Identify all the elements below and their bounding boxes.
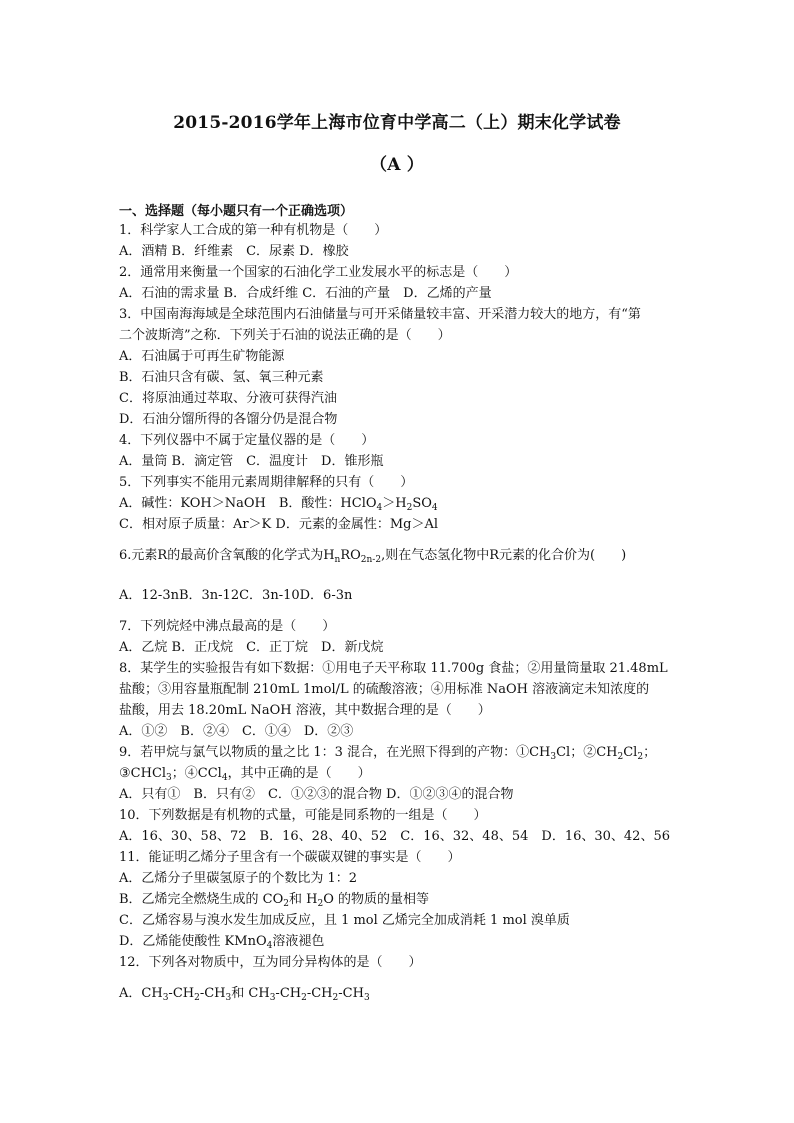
q12-s1: 3 <box>162 993 169 1003</box>
q6-sub-2n2: 2n-2 <box>360 555 382 565</box>
q11-b-text2: 和 H <box>289 892 318 907</box>
q12-s2: 2 <box>194 993 200 1003</box>
q3-stem-line1: 3．中国南海海域是全球范围内石油储量与可开采储量较丰富、开采潜力较大的地方，有“第 <box>119 307 641 322</box>
q9-text4: ； <box>643 745 657 760</box>
q9-text1: 9．若甲烷与氯气以物质的量之比 1：3 混合，在光照下得到的产物：①CH <box>119 745 551 760</box>
q12-t4: 和 CH <box>231 986 270 1001</box>
q3-option-c: C．将原油通过萃取、分液可获得汽油 <box>119 391 337 406</box>
q12-t7: -CH <box>338 986 364 1001</box>
q9-text7: ，其中正确的是（ ） <box>227 766 371 781</box>
q9-text2: Cl；②CH <box>556 745 618 760</box>
q1-options: A．酒精 B．纤维素 C．尿素 D．橡胶 <box>119 244 349 259</box>
q7-stem: 7．下列烷烃中沸点最高的是（ ） <box>119 619 336 634</box>
q10-options: A．16、30、58、72 B．16、28、40、52 C．16、32、48、54 D．16、30、42、56 <box>119 829 670 844</box>
q10-stem: 10．下列数据是有机物的式量，可能是同系物的一组是（ ） <box>119 808 487 823</box>
q12-s5: 2 <box>301 993 307 1003</box>
q3-option-b: B．石油只含有碳、氢、氧三种元素 <box>119 370 324 385</box>
q11-option-c: C．乙烯容易与溴水发生加成反应，且 1 mol 乙烯完全加成消耗 1 mol 溴单质 <box>119 913 570 928</box>
q9-line1 <box>119 745 679 761</box>
q12-s6: 2 <box>332 993 339 1003</box>
q9-sub1: 3 <box>550 752 557 762</box>
q6-sub-n: n <box>334 555 341 565</box>
q12-stem: 12．下列各对物质中，互为同分异构体的是（ ） <box>119 955 422 970</box>
q9-sub4: 3 <box>166 773 172 783</box>
q12-t3: -CH <box>199 986 226 1001</box>
q11-option-b <box>119 892 679 908</box>
q3-option-a: A．石油属于可再生矿物能源 <box>119 349 285 364</box>
q9-text5: ③CHCl <box>119 766 167 781</box>
q11-option-d <box>119 934 679 950</box>
q5-ab-text2: ＞H <box>382 496 407 511</box>
q9-options: A．只有① B．只有② C．①②③的混合物 D．①②③④的混合物 <box>119 787 514 802</box>
q5-sub: 4 <box>376 503 383 513</box>
q11-d-text2: 溶液褪色 <box>272 934 325 949</box>
exam-title: 2015-2016学年上海市位育中学高二（上）期末化学试卷 <box>173 113 621 133</box>
q6-text-mid: RO <box>340 548 361 563</box>
q12-option-a <box>119 986 679 1002</box>
q12-t2: -CH <box>168 986 195 1001</box>
q8-line3: 盐酸，用去 18.20mL NaOH 溶液，其中数据合理的是（ ） <box>119 703 491 718</box>
q9-text6: ；④CCl <box>171 766 222 781</box>
q4-options: A．量筒 B．滴定管 C．温度计 D．锥形瓶 <box>119 454 384 469</box>
q9-text3: Cl <box>623 745 638 760</box>
q3-option-d: D．石油分馏所得的各馏分仍是混合物 <box>119 412 338 427</box>
q2-options: A．石油的需求量 B．合成纤维 C．石油的产量 D．乙烯的产量 <box>119 286 492 301</box>
q8-line1: 8．某学生的实验报告有如下数据：①用电子天平称取 11.700g 食盐；②用量筒量取 21.48mL <box>119 661 668 676</box>
q3-stem-line2: 二个波斯湾”之称．下列关于石油的说法正确的是（ ） <box>119 328 451 343</box>
q9-sub3: 2 <box>637 752 644 762</box>
q6-stem <box>119 548 679 564</box>
q4-stem: 4．下列仪器中不属于定量仪器的是（ ） <box>119 433 375 448</box>
q11-d-sub: 4 <box>266 941 273 951</box>
q6-options: A．12-3nB．3n-12C．3n-10D．6-3n <box>119 588 353 603</box>
q11-b-text3: O 的物质的量相等 <box>323 892 430 907</box>
q12-s7: 3 <box>363 993 370 1003</box>
q5-sub2: 2 <box>406 503 413 513</box>
q12-t5: -CH <box>275 986 302 1001</box>
q5-stem: 5．下列事实不能用元素周期律解释的只有（ ） <box>119 475 414 490</box>
q9-sub5: 4 <box>221 773 228 783</box>
q6-text-pre: 6.元素R的最高价含氧酸的化学式为H <box>119 548 335 563</box>
q8-line2: 盐酸；③用容量瓶配制 210mL 1mol/L 的硫酸溶液；④用标准 NaOH 溶液滴定未知浓度的 <box>119 682 650 697</box>
q12-s3: 3 <box>225 993 232 1003</box>
q12-s4: 3 <box>269 993 276 1003</box>
q5-options-ab <box>119 496 679 512</box>
q12-t1: A．CH <box>119 986 163 1001</box>
q11-b-sub2: 2 <box>317 899 324 909</box>
q2-stem: 2．通常用来衡量一个国家的石油化学工业发展水平的标志是（ ） <box>119 265 518 280</box>
q9-sub2: 2 <box>617 752 624 762</box>
q11-option-a: A．乙烯分子里碳氢原子的个数比为 1：2 <box>119 871 358 886</box>
q12-t6: -CH <box>306 986 333 1001</box>
q11-d-text1: D．乙烯能使酸性 KMnO <box>119 934 267 949</box>
q11-stem: 11．能证明乙烯分子里含有一个碳碳双键的事实是（ ） <box>119 850 461 865</box>
q6-text-post: ,则在气态氢化物中R元素的化合价为( ) <box>381 548 627 563</box>
q5-ab-text: A．碱性：KOH＞NaOH B．酸性：HClO <box>119 496 377 511</box>
q9-line2 <box>119 766 679 782</box>
q1-stem: 1．科学家人工合成的第一种有机物是（ ） <box>119 223 388 238</box>
q7-options: A．乙烷 B．正戊烷 C．正丁烷 D．新戊烷 <box>119 640 384 655</box>
q5-ab-text3: SO <box>412 496 432 511</box>
q5-options-cd: C．相对原子质量：Ar＞K D．元素的金属性：Mg＞Al <box>119 517 438 532</box>
q5-sub3: 4 <box>431 503 438 513</box>
q8-options: A．①② B．②④ C．①④ D．②③ <box>119 724 354 739</box>
exam-title-version: （A ） <box>370 155 424 175</box>
section-heading: 一、选择题（每小题只有一个正确选项） <box>119 204 354 219</box>
q11-b-sub1: 2 <box>283 899 290 909</box>
q11-b-text1: B．乙烯完全燃烧生成的 CO <box>119 892 284 907</box>
